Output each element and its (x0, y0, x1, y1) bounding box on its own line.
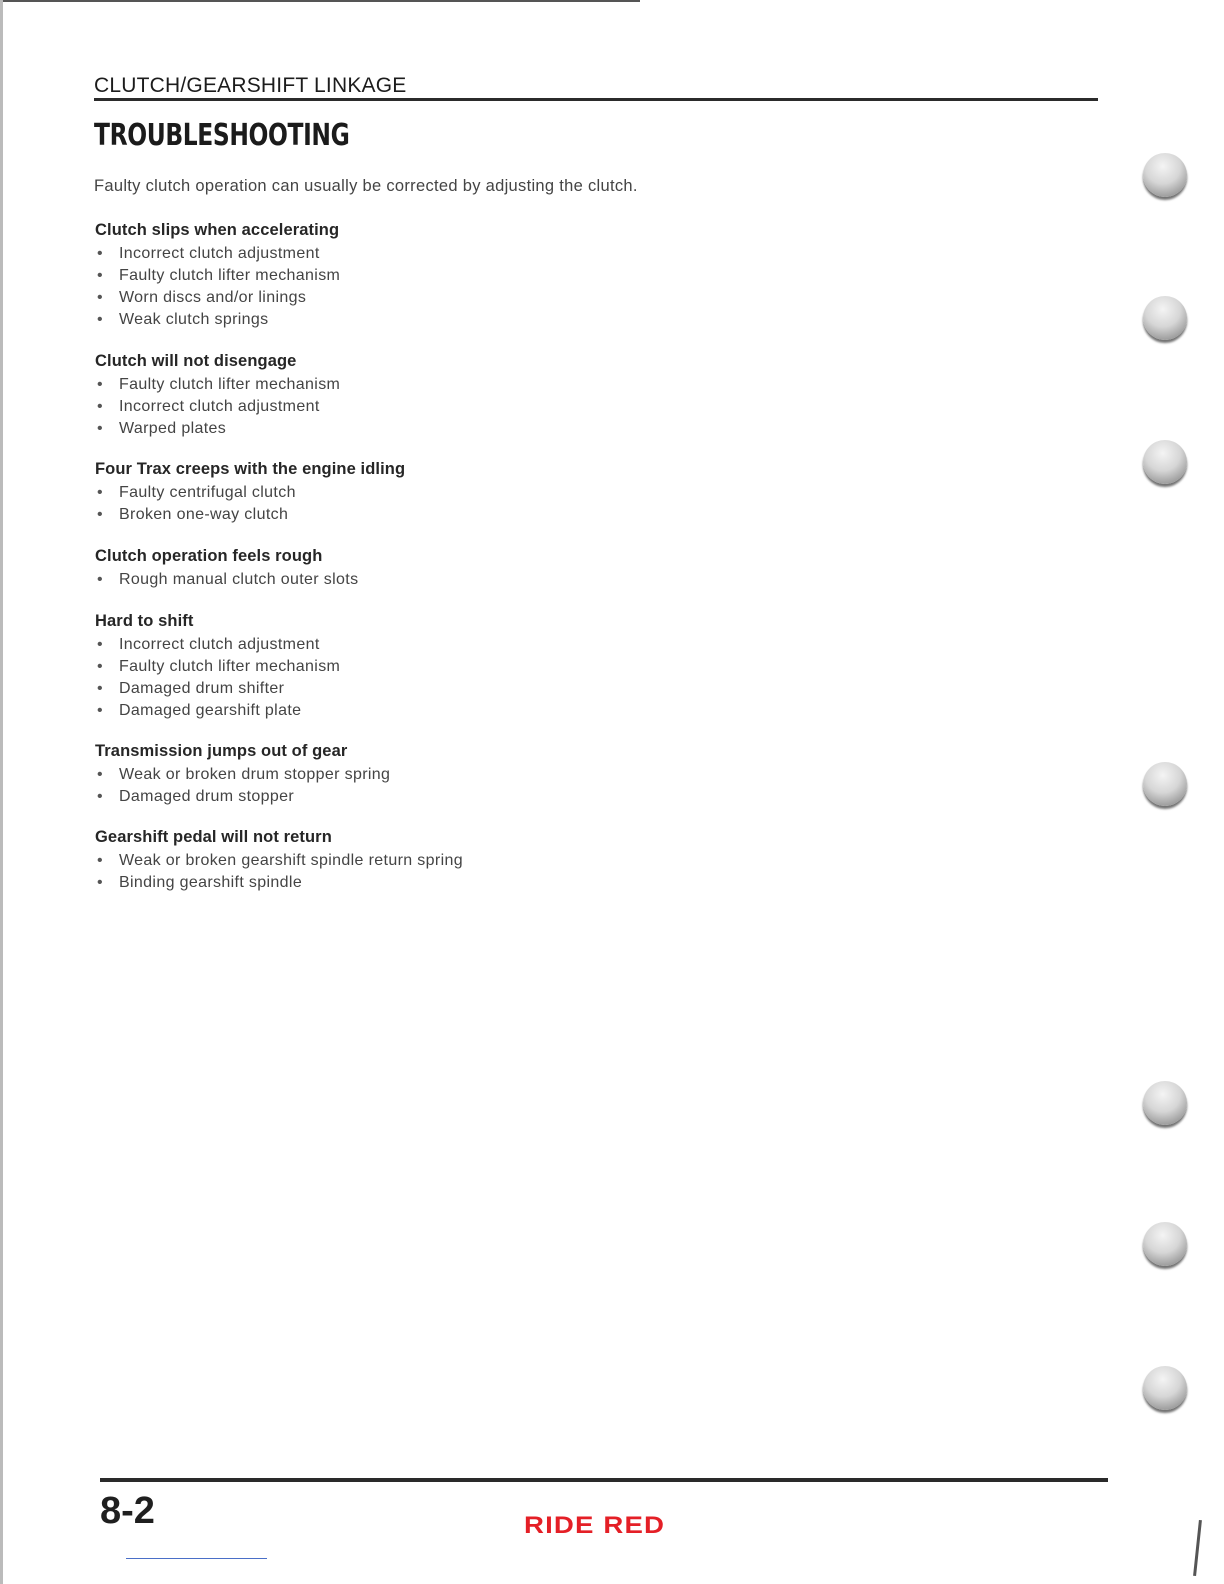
list-item (95, 265, 340, 287)
bullet-icon: • (97, 852, 103, 869)
bullet-icon: • (97, 484, 103, 501)
bullet-icon: • (97, 267, 103, 284)
cause-list (95, 374, 340, 440)
binder-hole-icon (1143, 296, 1187, 340)
bullet-icon: • (97, 874, 103, 891)
section-heading: Hard to shift (95, 612, 194, 630)
troubleshooting-section (95, 351, 340, 440)
bullet-icon: • (97, 311, 103, 328)
list-item-text: Faulty clutch lifter mechanism (119, 267, 341, 284)
troubleshooting-section (95, 459, 405, 526)
bullet-icon: • (97, 376, 103, 393)
bullet-icon: • (97, 636, 103, 653)
binder-hole-icon (1143, 440, 1187, 484)
list-item-text: Faulty centrifugal clutch (119, 484, 296, 501)
list-item-text: Faulty clutch lifter mechanism (119, 658, 341, 675)
header-rule (94, 98, 1098, 101)
list-item-text: Incorrect clutch adjustment (119, 636, 320, 653)
list-item-text: Incorrect clutch adjustment (119, 245, 320, 262)
section-heading: Gearshift pedal will not return (95, 828, 332, 846)
bullet-icon: • (97, 420, 103, 437)
bullet-icon: • (97, 680, 103, 697)
list-item-text: Binding gearshift spindle (119, 874, 303, 891)
cause-list (95, 482, 405, 526)
bottom-underline (126, 1558, 267, 1559)
cause-list (95, 243, 340, 331)
troubleshooting-section (95, 827, 463, 894)
page-corner-mark (1193, 1520, 1202, 1576)
list-item-text: Weak or broken drum stopper spring (119, 766, 391, 783)
bullet-icon: • (97, 571, 103, 588)
troubleshooting-section (95, 546, 358, 591)
list-item (95, 418, 340, 440)
bullet-icon: • (97, 788, 103, 805)
list-item-text: Damaged drum shifter (119, 680, 285, 697)
list-item (95, 374, 340, 396)
bullet-icon: • (97, 398, 103, 415)
bullet-icon: • (97, 658, 103, 675)
list-item (95, 569, 358, 591)
list-item-text: Damaged gearshift plate (119, 702, 302, 719)
binder-hole-icon (1143, 1222, 1187, 1266)
page-number: 8-2 (100, 1490, 155, 1532)
cause-list (95, 764, 390, 808)
list-item (95, 396, 340, 418)
binder-hole-icon (1143, 762, 1187, 806)
list-item (95, 850, 463, 872)
troubleshooting-section (95, 611, 340, 722)
list-item (95, 700, 340, 722)
page-top-edge (0, 0, 640, 2)
list-item (95, 482, 405, 504)
troubleshooting-section (95, 741, 390, 808)
list-item (95, 634, 340, 656)
section-heading: Four Trax creeps with the engine idling (95, 460, 406, 478)
list-item (95, 656, 340, 678)
section-heading: Clutch operation feels rough (95, 547, 323, 565)
binder-hole-icon (1143, 153, 1187, 197)
list-item-text: Faulty clutch lifter mechanism (119, 376, 341, 393)
list-item-text: Incorrect clutch adjustment (119, 398, 320, 415)
bullet-icon: • (97, 702, 103, 719)
list-item (95, 678, 340, 700)
list-item-text: Rough manual clutch outer slots (119, 571, 359, 588)
bullet-icon: • (97, 289, 103, 306)
brand-logo: RIDE RED (524, 1512, 666, 1539)
list-item (95, 872, 463, 894)
cause-list (95, 569, 358, 591)
list-item-text: Worn discs and/or linings (119, 289, 307, 306)
list-item (95, 764, 390, 786)
list-item-text: Broken one-way clutch (119, 506, 289, 523)
list-item (95, 243, 340, 265)
section-heading: Clutch will not disengage (95, 352, 297, 370)
page-left-edge (0, 0, 3, 1584)
list-item (95, 287, 340, 309)
list-item (95, 786, 390, 808)
list-item (95, 309, 340, 331)
bullet-icon: • (97, 506, 103, 523)
list-item-text: Weak clutch springs (119, 311, 269, 328)
section-header-title: CLUTCH/GEARSHIFT LINKAGE (94, 74, 407, 97)
cause-list (95, 634, 340, 722)
bullet-icon: • (97, 766, 103, 783)
footer-rule (100, 1478, 1108, 1482)
intro-text: Faulty clutch operation can usually be corrected by adjusting the clutch. (94, 177, 638, 195)
page-title: TROUBLESHOOTING (94, 118, 350, 153)
cause-list (95, 850, 463, 894)
list-item-text: Damaged drum stopper (119, 788, 295, 805)
binder-hole-icon (1143, 1081, 1187, 1125)
list-item-text: Weak or broken gearshift spindle return spring (119, 852, 463, 869)
list-item-text: Warped plates (119, 420, 227, 437)
binder-hole-icon (1143, 1366, 1187, 1410)
list-item (95, 504, 405, 526)
section-heading: Transmission jumps out of gear (95, 742, 348, 760)
bullet-icon: • (97, 245, 103, 262)
section-heading: Clutch slips when accelerating (95, 221, 340, 239)
troubleshooting-section (95, 220, 340, 331)
